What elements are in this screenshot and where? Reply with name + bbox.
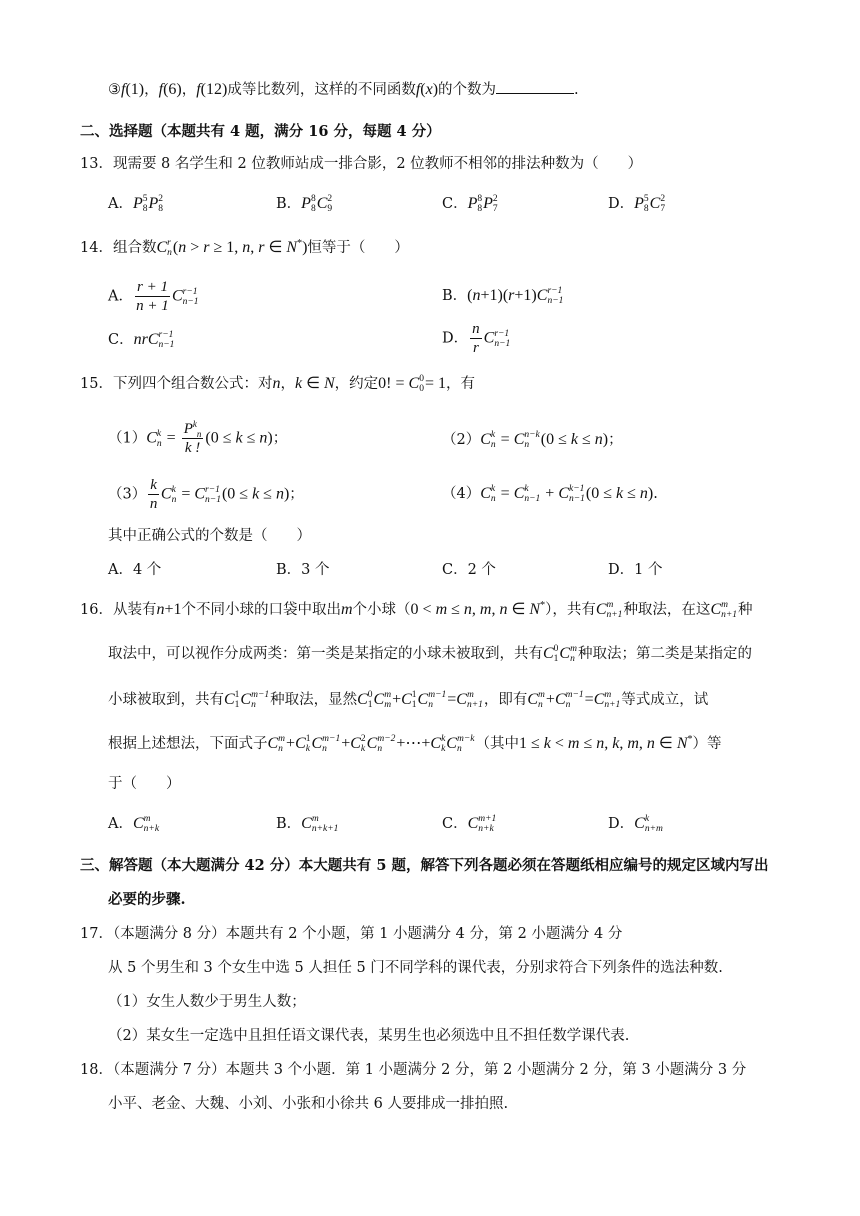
section-2-title: 二、选择题（本题共有 4 题，满分 16 分，每题 4 分） bbox=[80, 123, 441, 140]
q15-formula-2: （2）C k n = C n−k n (0 ≤ k ≤ n)； bbox=[442, 430, 623, 450]
q15-option-c[interactable]: C．2 个 bbox=[442, 562, 496, 578]
q14-option-d[interactable]: D． $\frac{n}{r}$ C r−1 n−1 bbox=[442, 321, 511, 356]
q16-line-5: 于（ ） bbox=[108, 776, 181, 792]
q15-formula-4: （4）C k n = C k n−1 + C k−1 n−1 (0 ≤ k ≤ n). bbox=[442, 484, 658, 504]
q17-part-2: （2）某女生一定选中且担任语文课代表，某男生也必须选中且不担任数学课代表. bbox=[108, 1028, 630, 1044]
q15-formula-3: （3） $\frac{k}{n}$ C k n = C r−1 n−1 (0 ≤ k ≤ n)； bbox=[108, 477, 304, 512]
q15-option-b[interactable]: B．3 个 bbox=[276, 562, 330, 578]
q18-body: 小平、老金、大魏、小刘、小张和小徐共 6 人要排成一排拍照. bbox=[108, 1096, 509, 1112]
q14-option-c[interactable]: C．nrC r−1 n−1 bbox=[108, 330, 175, 350]
q14-stem: 14．组合数C r n (n > r ≥ 1, n, r ∈ N*)恒等于（ ） bbox=[80, 238, 409, 258]
q14-option-a[interactable]: A． $\frac{r + 1}{n + 1}$ C r−1 n−1 bbox=[108, 279, 199, 314]
q13-option-a[interactable]: A．P 5 8 P 2 8 bbox=[108, 194, 164, 214]
q13-option-b[interactable]: B．P 8 8 C 2 9 bbox=[276, 194, 333, 214]
answer-blank[interactable] bbox=[496, 79, 574, 94]
q17-body: 从 5 个男生和 3 个女生中选 5 人担任 5 门不同学科的课代表，分别求符合下列条件的选法种数. bbox=[108, 960, 723, 976]
q14-option-b[interactable]: B．(n+1)(r+1)C r−1 n−1 bbox=[442, 286, 564, 306]
q13-stem: 13．现需要 8 名学生和 2 位教师站成一排合影，2 位教师不相邻的排法种数为（ ） bbox=[80, 156, 643, 172]
q15-formula-1: （1）C k n = $\frac{P^k_n}{k !}$ (0 ≤ k ≤ n)； bbox=[108, 419, 288, 456]
q16-option-a[interactable]: A．C m n+k bbox=[108, 814, 160, 834]
q18-header: 18．（本题满分 7 分）本题共 3 个小题．第 1 小题满分 2 分，第 2 小题满分 2 分，第 3 小题满分 3 分 bbox=[80, 1062, 747, 1078]
q17-part-1: （1）女生人数少于男生人数； bbox=[108, 994, 306, 1010]
q15-option-a[interactable]: A．4 个 bbox=[108, 562, 162, 578]
q12-condition-line: ③f(1)，f(6)，f(12)成等比数列，这样的不同函数f(x)的个数为 . bbox=[108, 81, 579, 98]
q17-header: 17．（本题满分 8 分）本题共有 2 个小题，第 1 小题满分 4 分，第 2 小题满分 4 分 bbox=[80, 926, 623, 942]
q16-line-1: 16．从装有n+1个不同小球的口袋中取出m个小球（0 < m ≤ n, m, n ∈ N*），共有C m n+1 种取法，在这C m n+1 种 bbox=[80, 600, 753, 620]
q16-line-3: 小球被取到，共有C 1 1 C m−1 n 种取法，显然C 0 1 C m m +C 1 1 C m−1 n =C m n+1 ，即有C m n +C m−1 n =C m n+1 等式成立，试 bbox=[108, 690, 709, 710]
q16-line-4: 根据上述想法，下面式子C m n +C 1 k C m−1 n +C 2 k C m−2 n +⋯+C k k C m−k n （其中1 ≤ k < m ≤ n, k, m, n ∈ N*）等 bbox=[108, 734, 722, 754]
section-3-title-cont: 必要的步骤. bbox=[108, 891, 186, 908]
q13-option-c[interactable]: C．P 8 8 P 2 7 bbox=[442, 194, 498, 214]
section-3-title: 三、解答题（本大题满分 42 分）本大题共有 5 题，解答下列各题必须在答题纸相应编号的规定区域内写出 bbox=[80, 857, 769, 874]
q15-option-d[interactable]: D．1 个 bbox=[608, 562, 663, 578]
q15-question: 其中正确公式的个数是（ ） bbox=[108, 528, 311, 544]
q16-option-d[interactable]: D．C k n+m bbox=[608, 814, 663, 834]
q16-option-c[interactable]: C．C m+1 n+k bbox=[442, 814, 497, 834]
q13-option-d[interactable]: D．P 5 8 C 2 7 bbox=[608, 194, 666, 214]
q16-option-b[interactable]: B．C m n+k+1 bbox=[276, 814, 339, 834]
q16-line-2: 取法中，可以视作分成两类：第一类是某指定的小球未被取到，共有C 0 1 C m n 种取法；第二类是某指定的 bbox=[108, 644, 752, 664]
q15-stem: 15．下列四个组合数公式：对n，k ∈ N，约定0! = C 0 0 = 1，有 bbox=[80, 374, 475, 394]
